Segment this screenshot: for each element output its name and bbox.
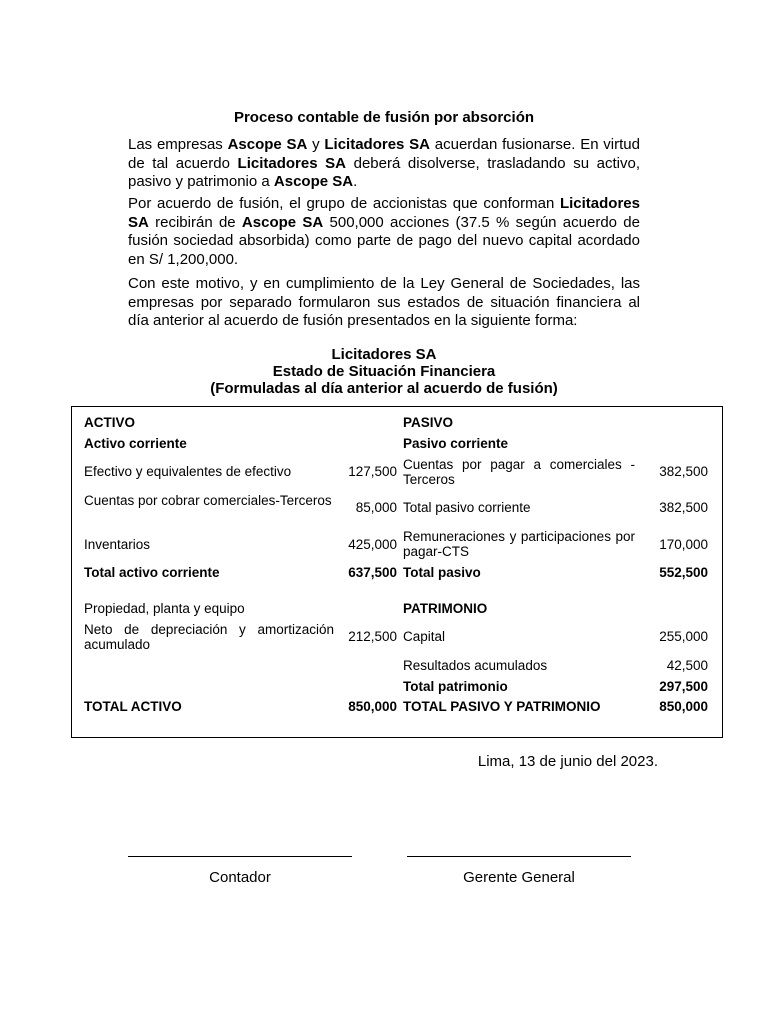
activo-item-label: Inventarios <box>84 537 151 552</box>
pasivo-item-value: 170,000 <box>659 537 708 552</box>
total-patrimonio-label: Total patrimonio <box>403 679 508 694</box>
activo-corriente-header: Activo corriente <box>84 436 187 451</box>
company-name: Licitadores SA <box>128 195 640 231</box>
paragraph-shares-agreement: Por acuerdo de fusión, el grupo de accionistas que conforman Licitadores SA recibirán de Ascope SA 500,000 acciones (37.5 % según acuerdo de fusión sociedad absorbida) como parte de pago del nuevo capital acordado en S/ 1,200,000. <box>128 195 640 268</box>
pasivo-item-label: Cuentas por pagar a comerciales - Terceros <box>403 457 635 487</box>
activo-item-value: 425,000 <box>348 537 397 552</box>
total-activo-corriente-label: Total activo corriente <box>84 565 220 580</box>
total-pasivo-value: 552,500 <box>659 565 708 580</box>
company-name: Ascope SA <box>273 173 354 190</box>
paragraph-statements-context: Con este motivo, y en cumplimiento de la Ley General de Sociedades, las empresas por separado formularon sus estados de situación financiera al día anterior al acuerdo de fusión presentados en la siguiente forma: <box>128 275 640 329</box>
patrimonio-item-value: 42,500 <box>666 658 708 673</box>
statement-title: Estado de Situación Financiera <box>272 363 496 380</box>
statement-company: Licitadores SA <box>331 346 437 363</box>
signature-gerente: Gerente General <box>463 869 575 886</box>
balance-sheet-table <box>71 406 723 738</box>
signature-line-contador <box>128 856 352 857</box>
total-pasivo-patrimonio-label: TOTAL PASIVO Y PATRIMONIO <box>403 699 601 714</box>
total-activo-corriente-value: 637,500 <box>348 565 397 580</box>
signature-line-gerente <box>407 856 631 857</box>
ppe-sub-label: Neto de depreciación y amortización acumulado <box>84 622 334 652</box>
company-name: Ascope SA <box>227 136 308 153</box>
company-name: Licitadores SA <box>237 154 347 172</box>
activo-item-label: Efectivo y equivalentes de efectivo <box>84 464 292 479</box>
activo-item-label: Cuentas por cobrar comerciales-Terceros <box>84 493 332 508</box>
pasivo-item-label: Remuneraciones y participaciones por pagar-CTS <box>403 529 635 559</box>
signature-contador: Contador <box>209 869 271 886</box>
company-name: Licitadores SA <box>324 136 430 153</box>
pasivo-corriente-header: Pasivo corriente <box>403 436 509 451</box>
place-date: Lima, 13 de junio del 2023. <box>477 753 658 770</box>
document-title: Proceso contable de fusión por absorción <box>233 109 535 126</box>
ppe-label: Propiedad, planta y equipo <box>84 601 245 616</box>
activo-item-value: 127,500 <box>348 464 397 479</box>
patrimonio-item-value: 255,000 <box>659 629 708 644</box>
patrimonio-item-label: Capital <box>403 629 446 644</box>
patrimonio-item-label: Resultados acumulados <box>403 658 548 673</box>
ppe-value: 212,500 <box>348 629 397 644</box>
total-activo-value: 850,000 <box>348 699 397 714</box>
statement-subtitle: (Formuladas al día anterior al acuerdo de fusión) <box>210 380 558 397</box>
total-activo-label: TOTAL ACTIVO <box>84 699 182 714</box>
activo-header: ACTIVO <box>84 415 136 430</box>
pasivo-header: PASIVO <box>403 415 454 430</box>
activo-item-value: 85,000 <box>355 500 397 515</box>
pasivo-item-value: 382,500 <box>659 500 708 515</box>
company-name: Ascope SA <box>241 213 324 231</box>
pasivo-item-label: Total pasivo corriente <box>403 500 531 515</box>
patrimonio-header: PATRIMONIO <box>403 601 488 616</box>
paragraph-merger-intro: Las empresas Ascope SA y Licitadores SA acuerdan fusionarse. En virtud de tal acuerdo Licitadores SA deberá disolverse, trasladando su activo, pasivo y patrimonio a Ascope SA. <box>128 136 641 190</box>
pasivo-item-value: 382,500 <box>659 464 708 479</box>
total-pasivo-label: Total pasivo <box>403 565 481 580</box>
total-pasivo-patrimonio-value: 850,000 <box>659 699 708 714</box>
statement-header <box>128 346 640 397</box>
total-patrimonio-value: 297,500 <box>659 679 708 694</box>
